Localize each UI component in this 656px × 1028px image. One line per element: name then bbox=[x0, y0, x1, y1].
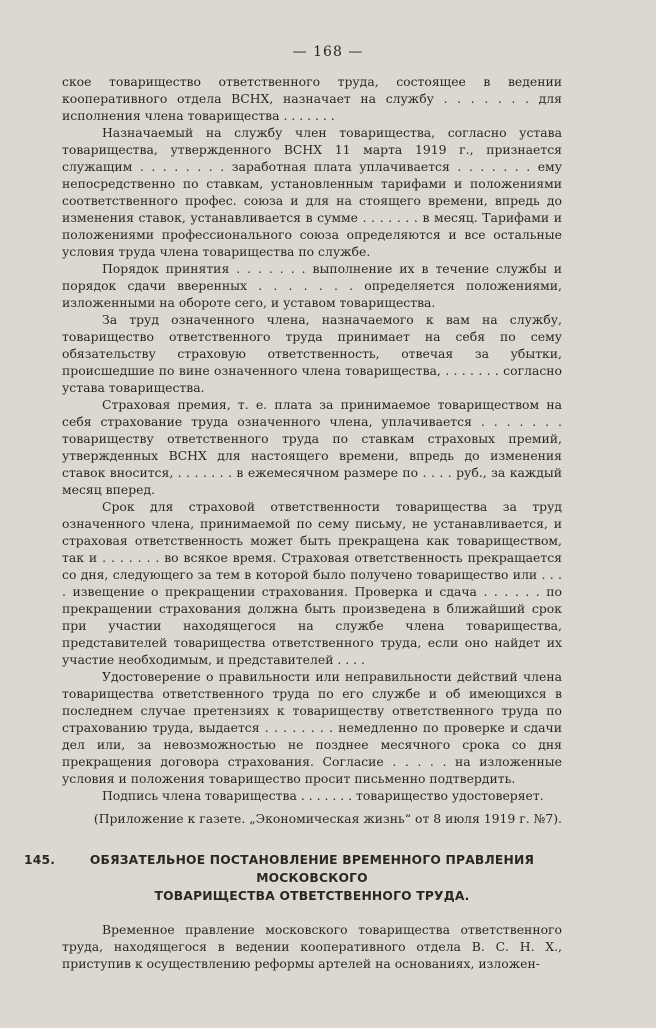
section-number: 145. bbox=[24, 853, 56, 867]
paragraph-continuation: ское товарищество ответственного труда, состоящее в ведении кооперативного отдела ВСНХ, назначает на службу . . . . . . . для исполнения члена товарищества . . . . . . . bbox=[62, 74, 562, 123]
paragraph-certificate: Удостоверение о правильности или неправильности действий члена товарищества ответственного труда по его службе и об имеющихся в последнем случае претензиях к товариществу ответственного труда по страхованию труда, выдается . . . . . . . . немедленно по проверке и сдачи дел или, за невозможностью не позднее месячного срока со дня прекращения договора страхования. Согласие . . . . . на изложенные условия и положения товарищество просит письменно подтвердить. bbox=[62, 669, 562, 786]
paragraph-signature: Подпись члена товарищества . . . . . . . товарищество удостоверяет. bbox=[102, 788, 544, 803]
paragraph-insurance-premium: Страховая премия, т. е. плата за принимаемое товариществом на себя страхование труда означенного члена, уплачивается . . . . . . . товариществу ответственного труда по ставкам страховых премий, утвержденных ВСНХ для настоящего времени, впредь до изменения ставок вносится, . . . . . . . в ежемесячном размере по . . . . руб., за каждый месяц вперед. bbox=[62, 397, 562, 497]
page-number: — 168 — bbox=[292, 44, 364, 60]
source-note: (Приложение к газете. „Экономическая жизнь“ от 8 июля 1919 г. №7). bbox=[93, 811, 562, 826]
paragraph-admission-order: Порядок принятия . . . . . . . выполнение их в течение службы и порядок сдачи вверенных . . . . . . . определяется положениями, изложенными на обороте сего, и уставом товарищества. bbox=[62, 261, 562, 310]
paragraph-section-body: Временное правление московского товарищества ответственного труда, находящегося в ведении кооперативного отдела В. С. Н. Х., приступив к осуществлению реформы артелей на основаниях, изложен- bbox=[62, 922, 562, 971]
page-body bbox=[24, 73, 562, 972]
paragraph-liability: За труд означенного члена, назначаемого к вам на службу, товарищество ответственного труда принимает на себя по сему обязательству страховую ответственность, отвечая за убытки, происшедшие по вине означенного члена товарищества, . . . . . . . согласно устава товарищества. bbox=[62, 312, 562, 395]
paragraph-term: Срок для страховой ответственности товарищества за труд означенного члена, принимаемой по сему письму, не устанавливается, и страховая ответственность может быть прекращена как товариществом, так и . . . . . . . во всякое время. Страховая ответственность прекращается со дня, следующего за тем в которой было получено товарищество или . . . . извещение о прекращении страхования. Проверка и сдача . . . . . . по прекращении страхования должна быть произведена в ближайший срок при участии находящегося на службе члена товарищества, представителей товарищества ответственного труда, если оно найдет их участие необходимым, и представителей . . . . bbox=[62, 499, 562, 667]
section-title-line-1: ОБЯЗАТЕЛЬНОЕ ПОСТАНОВЛЕНИЕ ВРЕМЕННОГО ПРАВЛЕНИЯ МОСКОВСКОГО bbox=[89, 853, 535, 885]
section-title-line-2: ТОВАРИЩЕСТВА ОТВЕТСТВЕННОГО ТРУДА. bbox=[154, 889, 470, 903]
section-heading bbox=[24, 851, 562, 905]
paragraph-appointment: Назначаемый на службу член товарищества, согласно устава товарищества, утвержденного ВСНХ 11 марта 1919 г., признается служащим . . . . . . . . заработная плата уплачивается . . . . . . . ему непосредственно по ставкам, установленным тарифами и положениями соответственного профес. союза и для на стоящего времени, впредь до изменения ставок, устанавливается в сумме . . . . . . . в месяц. Тарифами и положениями профессионального союза определяются и все остальные условия труда члена товарищества по службе. bbox=[62, 125, 562, 259]
